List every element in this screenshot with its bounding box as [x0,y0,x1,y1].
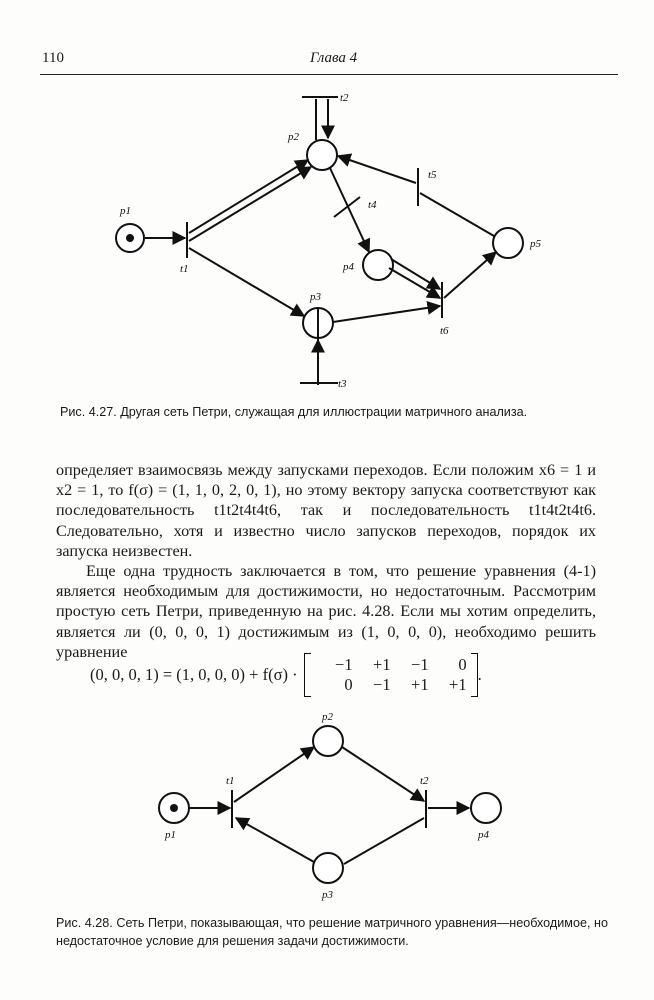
place-p4 [471,793,501,823]
figure-4-27-caption: Рис. 4.27. Другая сеть Петри, служащая для иллюстрации матричного анализа. [60,405,528,419]
place-p4 [363,250,393,280]
figure-4-28-caption: Рис. 4.28. Сеть Петри, показывающая, что решение матричного уравнения—необходимое, но недостаточное условие для решения задачи достижимости. [56,916,608,948]
matrix-cell: +1 [373,655,391,674]
matrix-cell: 0 [458,655,467,674]
chapter-title: Глава 4 [310,50,358,66]
place-p2 [307,140,337,170]
transition-t4 [334,197,360,217]
matrix-cell: −1 [373,675,391,694]
label-t1: t1 [226,775,235,787]
label-t5: t5 [428,169,437,181]
equation-lhs: (0, 0, 0, 1) = (1, 0, 0, 0) + f(σ) · [90,665,298,684]
matrix-equation [90,644,590,706]
label-p5: p5 [530,238,541,250]
label-p4: p4 [343,261,354,273]
matrix-cell: −1 [335,655,353,674]
petri-net-figure-4-27 [0,80,654,400]
paragraph-2: Еще одна трудность заключается в том, что решение уравнения (4-1) является необходимым для достижимости, но недостаточным. Рассмотрим простую сеть Петри, приведенную на рис. 4.28. Если мы хотим определить, является ли (0, 0, 0, 1) достижимым из (1, 0, 0, 0), необходимо решить уравнение [56,562,596,661]
label-t6: t6 [440,325,449,337]
label-t3: t3 [338,378,347,390]
matrix-cell: −1 [411,655,429,674]
paragraph-1: определяет взаимосвязь между запусками переходов. Если положим x6 = 1 и x2 = 1, то f(σ) = (1, 1, 0, 2, 0, 1), но этому вектору запуска соответствуют как последовательность t1t2t4t4t6, так и последовательность t1t4t2t4t6. Следовательно, хотя и известно число запусков переходов, порядок их запуска неизвестен. [56,461,596,560]
petri-net-figure-4-28 [0,705,654,910]
place-p2 [313,726,343,756]
label-p1: p1 [120,205,131,217]
header-rule [40,74,618,75]
label-t2: t2 [420,775,429,787]
label-t1: t1 [180,263,189,275]
label-p2: p2 [322,711,333,723]
label-p4: p4 [478,829,489,841]
label-p2: p2 [288,131,299,143]
matrix-cell: +1 [449,675,467,694]
page-number: 110 [42,50,64,66]
place-p5 [493,228,523,258]
incidence-matrix [304,653,478,697]
label-p1: p1 [165,829,176,841]
label-t4: t4 [368,199,377,211]
matrix-cell: 0 [344,675,353,694]
matrix-cell: +1 [411,675,429,694]
label-p3: p3 [310,291,321,303]
equation-end: . [477,665,482,684]
label-p3: p3 [322,889,333,901]
body-text [56,460,596,662]
place-p3 [313,853,343,883]
label-t2: t2 [340,92,349,104]
